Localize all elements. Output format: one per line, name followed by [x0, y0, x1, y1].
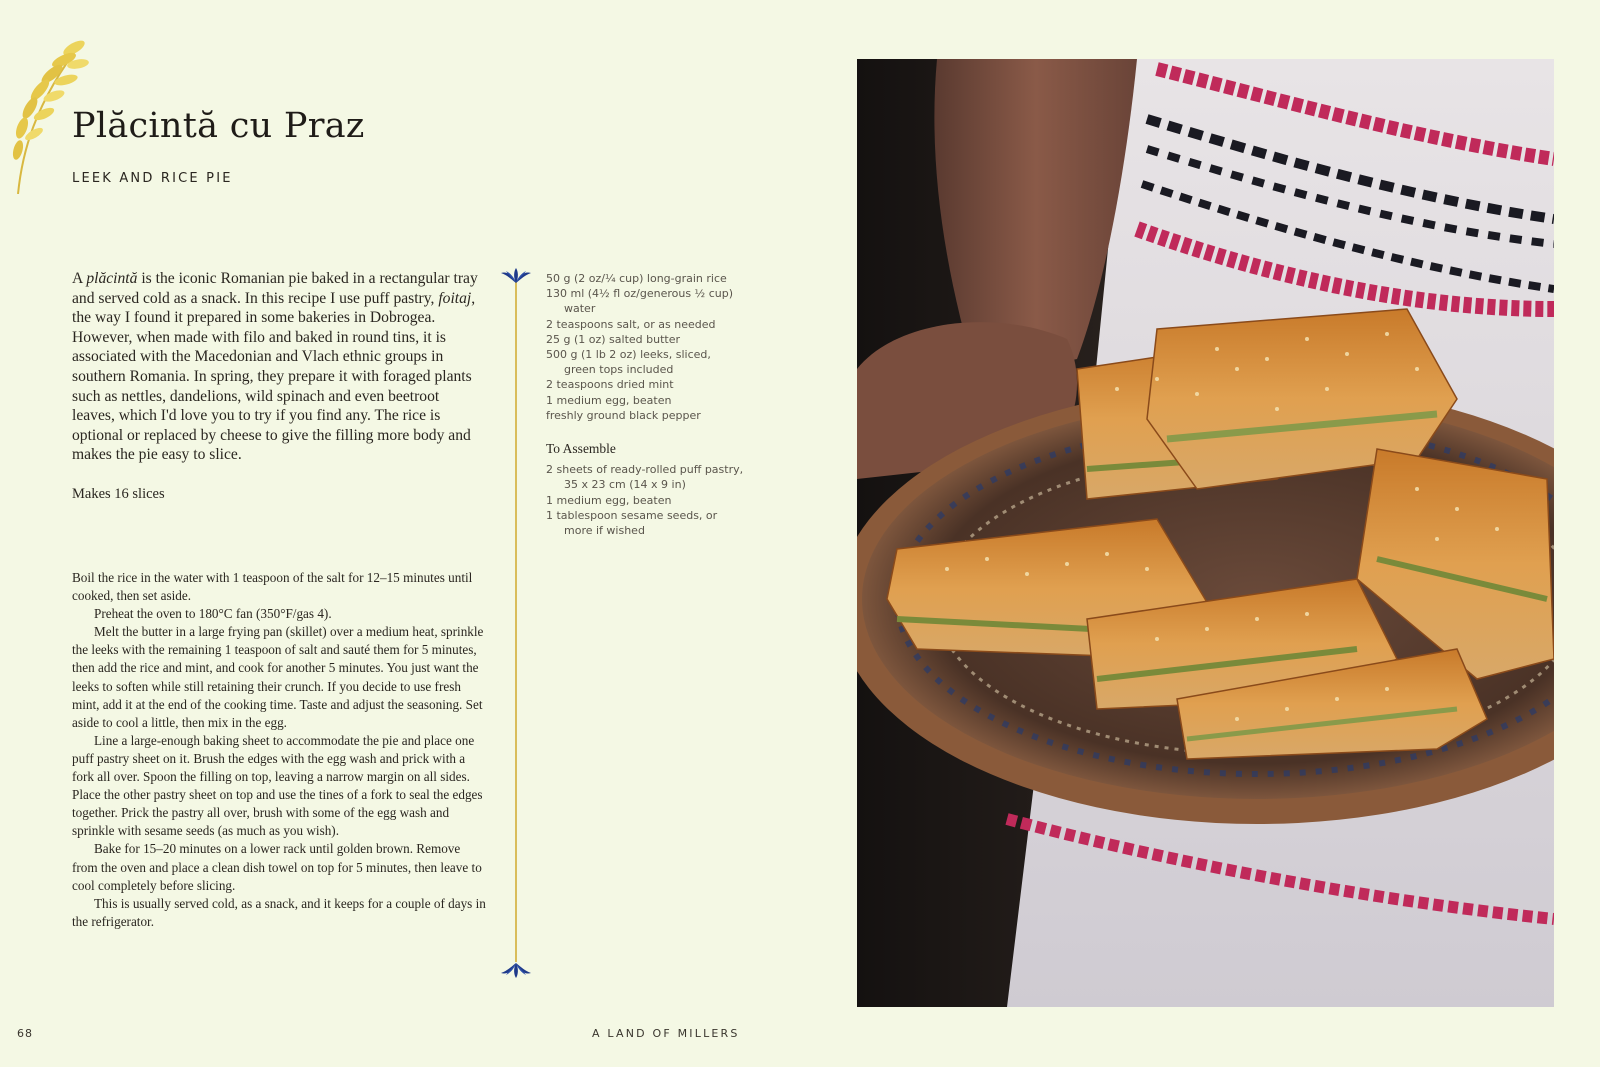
column-divider — [515, 280, 517, 962]
ingredient-item: 2 sheets of ready-rolled puff pastry, 35 x 23 cm (14 x 9 in) — [546, 463, 744, 492]
intro-term: foitaj — [438, 289, 472, 307]
recipe-yield: Makes 16 slices — [72, 486, 165, 502]
ingredient-item: 25 g (1 oz) salted butter — [546, 332, 681, 346]
method-paragraph: This is usually served cold, as a snack, and it keeps for a couple of days in the refrigerator. — [72, 895, 486, 929]
recipe-title: Plăcintă cu Praz — [72, 106, 365, 146]
flower-ornament-icon — [499, 961, 533, 979]
intro-text: , the way I found it prepared in some bakeries in Dobrogea. However, when made with filo and baked in round tins, it is associated with the Macedonian and Vlach ethnic groups in southern Romania. In spring, they prepare it with foraged plants such as nettles, dandelions, wild spinach and even beetroot leaves, which I'd love you to try if you find any. The rice is optional or replaced by cheese to give the filling more body and makes the pie easy to slice. — [72, 289, 476, 464]
chapter-title: A LAND OF MILLERS — [592, 1027, 740, 1040]
method-paragraph: Boil the rice in the water with 1 teaspoon of the salt for 12–15 minutes until cooked, then set aside. — [72, 570, 473, 604]
ingredient-item: 1 tablespoon sesame seeds, or more if wished — [546, 508, 718, 538]
method-paragraph: Bake for 15–20 minutes on a lower rack until golden brown. Remove from the oven and place a clean dish towel on top for 5 minutes, then leave to cool completely before slicing. — [72, 841, 482, 893]
ingredients-list — [546, 271, 746, 538]
ingredient-item: 2 teaspoons dried mint — [546, 378, 674, 392]
flower-ornament-icon — [499, 267, 533, 285]
ingredient-item: freshly ground black pepper — [546, 408, 701, 422]
intro-text: is the iconic Romanian pie baked in a rectangular tray and served cold as a snack. In this recipe I use puff pastry, — [72, 270, 478, 307]
ingredient-item: 1 medium egg, beaten — [546, 393, 672, 407]
intro-term: plăcintă — [86, 270, 138, 287]
ingredient-item: 50 g (2 oz/¼ cup) long-grain rice — [546, 272, 727, 285]
leek-pie-photo — [857, 59, 1554, 1007]
method-section — [72, 569, 488, 931]
ingredient-item: 500 g (1 lb 2 oz) leeks, sliced, green tops included — [546, 348, 711, 377]
method-paragraph: Preheat the oven to 180°C fan (350°F/gas 4). — [94, 606, 332, 622]
recipe-intro — [72, 269, 484, 465]
page-number: 68 — [17, 1027, 33, 1040]
recipe-subtitle: LEEK AND RICE PIE — [72, 171, 233, 186]
assemble-heading: To Assemble — [546, 441, 616, 457]
intro-text: A — [72, 270, 87, 287]
method-paragraph: Melt the butter in a large frying pan (skillet) over a medium heat, sprinkle the leeks with the remaining 1 teaspoon of salt and sauté them for 5 minutes, then add the rice and mint, and cook for another 5 minutes. You just want the leeks to soften while still retaining their crunch. If you decide to use fresh mint, add it at the end of the cooking time. Taste and adjust the seasoning. Set aside to cool a little, then mix in the egg. — [72, 624, 484, 730]
method-paragraph: Line a large-enough baking sheet to accommodate the pie and place one puff pastry sheet on it. Brush the edges with the egg wash and prick with a fork all over. Spoon the filling on top, leaving a narrow margin on all sides. Place the other pastry sheet on top and use the tines of a fork to seal the edges together. Prick the pastry all over, brush with some of the egg wash and sprinkle with sesame seeds (as much as you wish). — [72, 732, 483, 839]
ingredient-item: 1 medium egg, beaten — [546, 493, 672, 507]
ingredient-item: 2 teaspoons salt, or as needed — [546, 317, 716, 331]
ingredient-item: 130 ml (4½ fl oz/generous ½ cup) water — [546, 287, 733, 316]
